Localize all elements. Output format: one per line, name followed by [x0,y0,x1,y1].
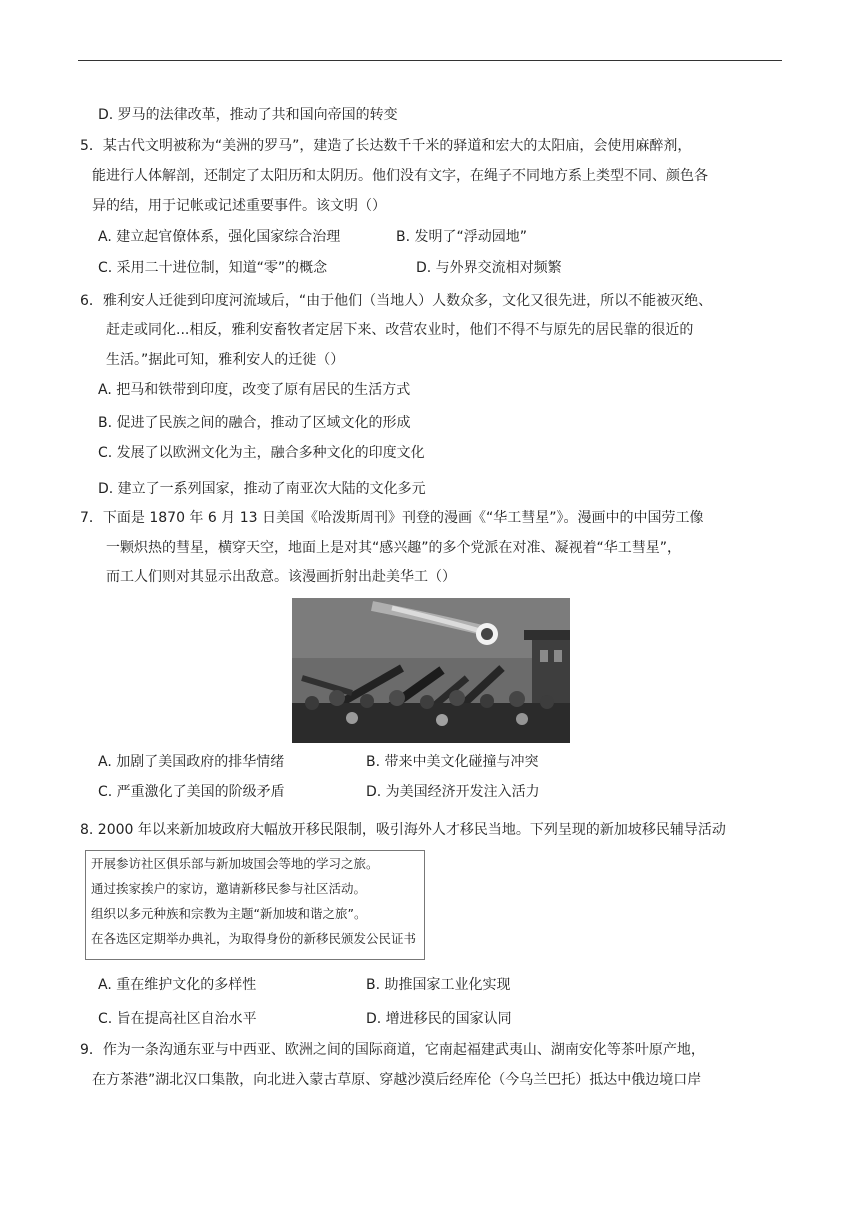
q6-stem-line-2: 赶走或同化...相反，雅利安畜牧者定居下来、改营农业时，他们不得不与原先的居民靠的很近的 [106,322,694,338]
q6-option-a[interactable]: A. 把马和铁带到印度，改变了原有居民的生活方式 [98,382,411,398]
q5-stem-line-2: 能进行人体解剖，还制定了太阳历和太阴历。他们没有文字，在绳子不同地方系上类型不同、颜色各 [92,168,708,184]
q8-stem-line-1: 8. 2000 年以来新加坡政府大幅放开移民限制，吸引海外人才移民当地。下列呈现的新加坡移民辅导活动 [80,822,726,838]
activity-item: 通过挨家挨户的家访，邀请新移民参与社区活动。 [91,881,367,896]
cartoon-image [292,598,570,743]
q9-stem-line-2: 在方茶港”湖北汉口集散，向北进入蒙古草原、穿越沙漠后经库伦（今乌兰巴托）抵达中俄边境口岸 [92,1072,702,1088]
activity-item: 开展参访社区俱乐部与新加坡国会等地的学习之旅。 [91,856,379,871]
q7-stem-line-3: 而工人们则对其显示出敌意。该漫画折射出赴美华工（） [106,569,456,585]
q7-option-a[interactable]: A. 加剧了美国政府的排华情绪 [98,754,285,770]
activity-item: 组织以多元种族和宗教为主题“新加坡和谐之旅”。 [91,906,367,921]
q9-stem-line-1: 9．作为一条沟通东亚与中西亚、欧洲之间的国际商道，它南起福建武夷山、湖南安化等茶叶原产地， [80,1042,705,1058]
activities-box [85,850,425,960]
q6-option-c[interactable]: C. 发展了以欧洲文化为主，融合多种文化的印度文化 [98,445,425,461]
q6-option-d[interactable]: D. 建立了一系列国家，推动了南亚次大陆的文化多元 [98,481,426,497]
q6-option-b[interactable]: B. 促进了民族之间的融合，推动了区域文化的形成 [98,415,411,431]
q7-option-b[interactable]: B. 带来中美文化碰撞与冲突 [366,754,539,770]
q8-option-c[interactable]: C. 旨在提高社区自治水平 [98,1011,257,1027]
q5-stem-line-3: 异的结，用于记帐或记述重要事件。该文明（） [92,198,386,214]
q8-option-b[interactable]: B. 助推国家工业化实现 [366,977,511,993]
q5-option-b[interactable]: B. 发明了“浮动园地” [396,229,528,245]
header-rule [78,60,782,61]
cartoon-drawing [292,598,570,743]
q6-stem-line-1: 6．雅利安人迁徙到印度河流域后，“由于他们（当地人）人数众多，文化又很先进，所以不能被灭绝、 [80,293,713,309]
q7-option-d[interactable]: D. 为美国经济开发注入活力 [366,784,540,800]
q8-option-a[interactable]: A. 重在维护文化的多样性 [98,977,257,993]
q4-option-d[interactable]: D. 罗马的法律改革，推动了共和国向帝国的转变 [98,107,398,123]
q5-stem-line-1: 5．某古代文明被称为“美洲的罗马”，建造了长达数千千米的驿道和宏大的太阳庙，会使用麻醉剂， [80,138,692,154]
q7-stem-line-1: 7．下面是 1870 年 6 月 13 日美国《哈泼斯周刊》刊登的漫画《“华工彗星”》。漫画中的中国劳工像 [80,510,704,526]
q7-stem-line-2: 一颗炽热的彗星，横穿天空，地面上是对其“感兴趣”的多个党派在对准、凝视着“华工彗星”， [106,540,682,556]
q8-option-d[interactable]: D. 增进移民的国家认同 [366,1011,512,1027]
q6-stem-line-3: 生活。”据此可知，雅利安人的迁徙（） [106,352,345,368]
q7-option-c[interactable]: C. 严重激化了美国的阶级矛盾 [98,784,285,800]
q5-option-a[interactable]: A. 建立起官僚体系，强化国家综合治理 [98,229,341,245]
q5-option-d[interactable]: D. 与外界交流相对频繁 [416,260,562,276]
activity-item: 在各选区定期举办典礼，为取得身份的新移民颁发公民证书 [91,931,417,946]
q5-option-c[interactable]: C. 采用二十进位制，知道“零”的概念 [98,260,328,276]
